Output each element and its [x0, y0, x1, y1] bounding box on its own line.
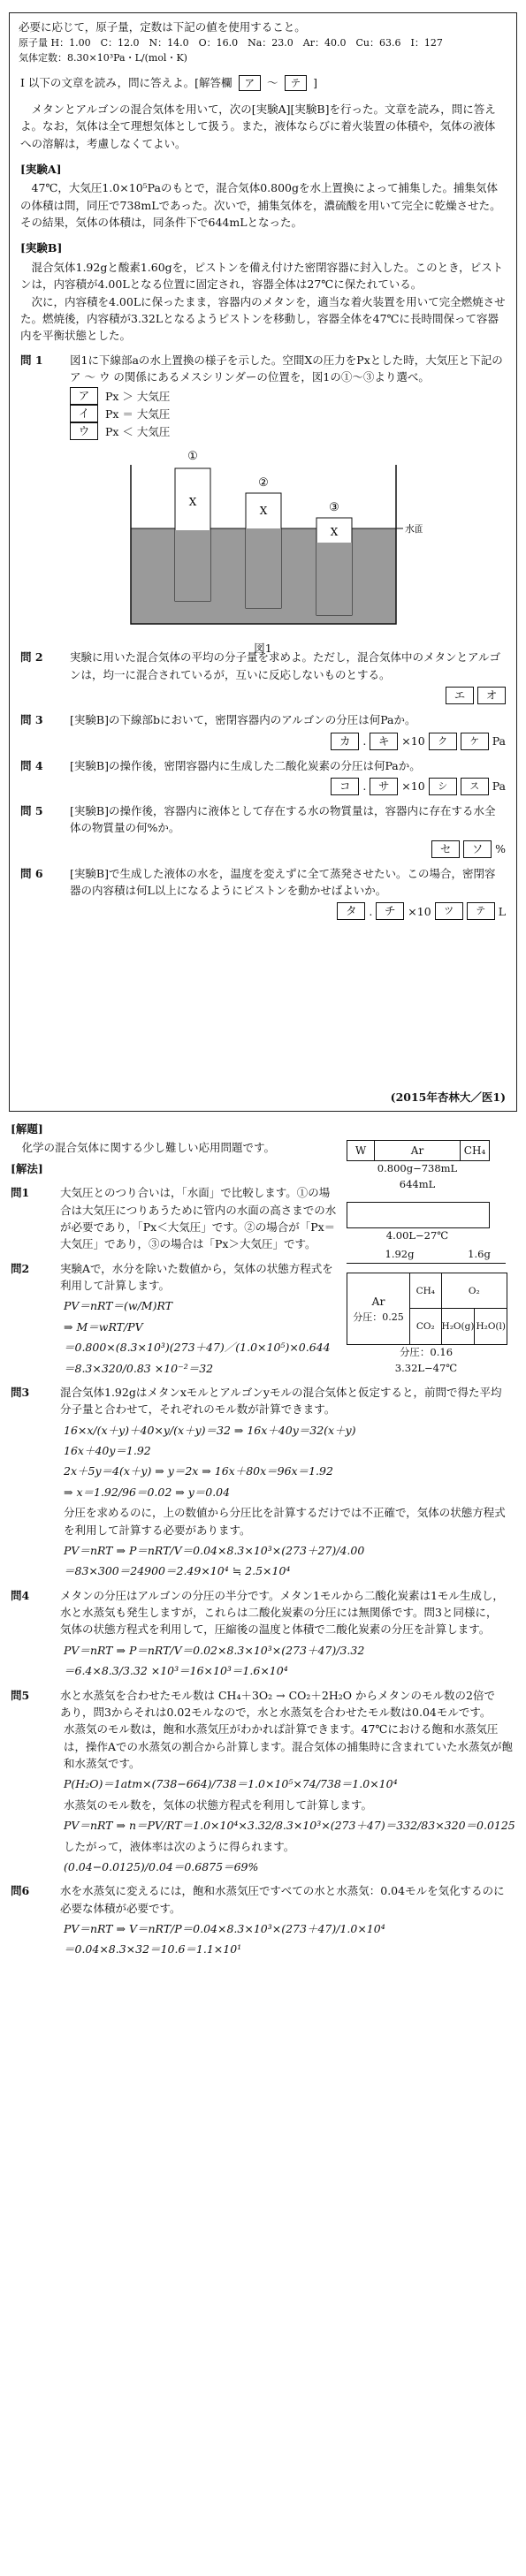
option-a-label: ア — [70, 387, 98, 405]
option-i-label: イ — [70, 405, 98, 422]
cell-empty — [347, 1203, 489, 1227]
option-i-rel: Px ＝ 大気圧 — [105, 407, 171, 421]
problem-intro: Ⅰ 以下の文章を読み，問に答えよ。[解答欄 — [20, 76, 233, 90]
solution-3-eq-4: ⇒ x＝1.92/96＝0.02 ⇒ y＝0.04 — [64, 1485, 231, 1499]
answer-box-ka: カ — [331, 733, 359, 750]
solution-5-text-4: したがって，液体率は次のように得られます。 — [64, 1839, 295, 1853]
gas-composition-diagrams — [347, 1140, 515, 1377]
answer-box-ki: キ — [370, 733, 398, 750]
question-3-answer — [70, 733, 506, 750]
answer-box-shi: シ — [429, 778, 457, 795]
option-i — [70, 405, 516, 422]
tilde: 〜 — [267, 76, 278, 90]
solution-5-number: 問5 — [11, 1688, 30, 1702]
unit-pa: Pa — [492, 733, 506, 748]
figure-caption: 図1 — [254, 641, 272, 655]
solution-title: [解題] — [11, 1122, 43, 1136]
solution-3 — [11, 1384, 506, 1418]
experiment-a-text: 47℃，大気圧1.0×10⁵Paのもとで，混合気体0.800gを水上置換によって捕集した。捕集気体の体積は問，同圧で738mLであった。次いで，捕集気体を，濃硫酸を用いて完全に乾燥させた。その結果，気体の体積は，同条件下で644mLとなった。 — [20, 181, 501, 230]
mass-oxygen: 1.6g — [453, 1247, 506, 1264]
diagram-row-1 — [347, 1140, 490, 1161]
question-6-answer — [70, 902, 506, 920]
solution-4-text: メタンの分圧はアルゴンの分圧の半分です。メタン1モルから二酸化炭素は1モル生成し，水と水蒸気も発生しますが，これらは二酸化炭素の分圧には無関係です。問3と同様に，気体の状態方程式を利用して，圧縮後の温度と体積で二酸化炭素の分圧を計算します。 — [60, 1588, 504, 1637]
solution-1-number: 問1 — [11, 1186, 30, 1200]
space-x-2: X — [259, 505, 267, 518]
space-x-3: X — [330, 526, 338, 539]
cylinder-2-water — [246, 528, 281, 608]
solution-5-eq-3: (0.04−0.0125)/0.04＝0.6875＝69% — [64, 1859, 259, 1873]
experiment-b-tag: [実験B] — [20, 241, 63, 255]
question-6-unit: L — [498, 904, 506, 918]
answer-box-ko: コ — [331, 778, 359, 795]
solution-3-number: 問3 — [11, 1385, 30, 1399]
option-a-rel: Px ＞ 大気圧 — [105, 389, 171, 403]
solution-4-number: 問4 — [11, 1588, 30, 1602]
question-1-number: 問 1 — [20, 353, 43, 367]
problem-frame — [9, 12, 517, 1112]
figure-label-3: ③ — [328, 501, 339, 515]
cell-ch4: CH₄ — [410, 1273, 442, 1309]
header-line-2: 原子量 H：1.00 C：12.0 N：14.0 O：16.0 Na：23.0 Ar：40.0 Cu：63.6 I：127 — [19, 37, 443, 49]
solution-5-eq-2: PV＝nRT ⇒ n＝PV/RT＝1.0×10⁴×3.32/8.3×10³×(273＋47)＝332/83×320＝0.0125 — [64, 1819, 515, 1833]
diagram-row-2-label: 4.00L−27℃ — [385, 1228, 449, 1242]
solution-2-eq-2: ⇒ M＝wRT/PV — [64, 1319, 143, 1334]
cell-co2: CO₂ — [410, 1309, 442, 1344]
cell-argon-partial: 分圧：0.25 — [353, 1311, 404, 1324]
option-u-rel: Px ＜ 大気圧 — [105, 424, 171, 438]
solution-2 — [11, 1260, 339, 1295]
option-u-label: ウ — [70, 422, 98, 440]
figure-label-2: ② — [257, 476, 269, 490]
solution-2-number: 問2 — [11, 1261, 30, 1275]
answer-box-ku: ク — [429, 733, 457, 750]
times-ten: ×10 — [408, 904, 431, 918]
solution-6-text: 水を水蒸気に変えるには，飽和水蒸気圧ですべての水と水蒸気：0.04モルを気化するのに必要な体積が必要です。 — [60, 1884, 505, 1915]
question-1-options — [70, 387, 516, 440]
question-3 — [20, 711, 506, 749]
solution-4-eq-2: ＝6.4×8.3/3.32 ×10³＝16×10³＝1.6×10⁴ — [64, 1664, 288, 1678]
question-4-answer — [70, 778, 506, 795]
question-4-number: 問 4 — [20, 758, 43, 772]
decimal-point: . — [362, 733, 367, 748]
question-1-text: 図1に下線部aの水上置換の様子を示した。空間Xの圧力をPxとした時，大気圧と下記の ア ～ ウ の関係にあるメスシリンダーの位置を，図1の①～③より選べ。 — [70, 353, 503, 384]
cell-argon-label: Ar — [371, 1295, 385, 1309]
solution-4 — [11, 1587, 506, 1638]
cell-ch4: CH₄ — [463, 1144, 486, 1157]
experiment-b-text-1: 混合気体1.92gと酸素1.60gを，ピストンを備え付けた密閉容器に封入した。このとき，ピストンは，内容積が4.00Lとなる位置に固定され，容器全体は27℃に保たれている。 — [20, 260, 504, 292]
diagram-row-3 — [347, 1273, 507, 1345]
solution-5-text-2: 水蒸気のモル数は，飽和水蒸気圧がわかれば計算できます。47℃における飽和水蒸気圧は，操作Aでの水蒸気の割合から計算します。混合気体の捕集時に含まれていた水蒸気が飽和水蒸気です。 — [64, 1722, 514, 1770]
answer-label-tail: ] — [313, 76, 317, 90]
figure-label-1: ① — [187, 450, 198, 464]
times-ten: ×10 — [401, 733, 425, 748]
answer-label-te: テ — [285, 75, 308, 91]
source-credit: (2015年杏林大／医1) — [390, 1090, 506, 1104]
question-1 — [20, 352, 506, 386]
diagram-row-1-label-1: 0.800g−738mL — [377, 1162, 458, 1174]
figure-1 — [104, 447, 423, 655]
question-5-unit: % — [495, 842, 506, 856]
solution-2-eq-4: ＝8.3×320/0.83 ×10⁻²＝32 — [64, 1361, 214, 1375]
solution-6-eq-1: PV＝nRT ⇒ V＝nRT/P＝0.04×8.3×10³×(273＋47)/1.0×10⁴ — [64, 1922, 385, 1935]
question-6-body — [70, 865, 506, 921]
constants-block — [10, 13, 516, 65]
question-5-text: [実験B]の操作後，容器内に液体として存在する水の物質量は，容器内に存在する水全体の物質量の何%か。 — [70, 803, 496, 835]
solution-3-text-2: 分圧を求めるのに，上の数値から分圧比を計算するだけでは不正確で，気体の状態方程式を利用して計算する必要があります。 — [64, 1506, 506, 1537]
solution-2-eq-3: ＝0.800×(8.3×10³)(273＋47)／(1.0×10⁵)×0.644 — [64, 1341, 331, 1355]
solution-1-text: 大気圧とのつり合いは，「水面」で比較します。①の場合は大気圧につりあうために管内の水面の高さまでの水が必要であり，「Px＜大気圧」です。②の場合が「Px＝大気圧」であり，③の場合は「Px＞大気圧」です。 — [60, 1186, 337, 1251]
solution-2-eq-1: PV＝nRT＝(w/M)RT — [64, 1299, 173, 1313]
diagram-row-3-label: 3.32L−47℃ — [394, 1362, 458, 1375]
cell-products — [410, 1273, 507, 1344]
question-4-text: [実験B]の操作後，密閉容器内に生成した二酸化炭素の分圧は何Paか。 — [70, 758, 421, 772]
answer-box-o: オ — [477, 687, 506, 704]
solution-2-text: 実験Aで，水分を除いた数値から，気体の状態方程式を利用して計算します。 — [60, 1261, 333, 1292]
cell-o2: O₂ — [442, 1273, 507, 1309]
question-2-number: 問 2 — [20, 650, 43, 665]
decimal-point: . — [369, 904, 373, 918]
problem-heading — [20, 74, 506, 91]
answer-box-tsu: ツ — [435, 902, 463, 920]
solution-5-text: 水と水蒸気を合わせたモル数は CH₄＋3O₂ → CO₂＋2H₂O からメタンのモル数の2倍であり，問3からそれは0.02モルなので，水と水蒸気を合わせたモル数は0.04モルです。 — [60, 1688, 495, 1719]
question-4-body — [70, 757, 506, 795]
answer-box-ta: タ — [337, 902, 365, 920]
cell-argon — [347, 1273, 410, 1344]
question-5 — [20, 802, 506, 858]
experiment-b — [20, 239, 506, 344]
body-paragraph: メタンとアルゴンの混合気体を用いて，次の[実験A][実験B]を行った。文章を読み，問に答えよ。なお，気体は全て理想気体として扱う。また，液体ならびに着火装置の体積や，気体の液体への溶解は，考慮しなくてよい。 — [20, 102, 496, 150]
solution-5 — [11, 1687, 506, 1721]
answer-box-ke: ケ — [461, 733, 489, 750]
question-4 — [20, 757, 506, 795]
times-ten: ×10 — [401, 779, 425, 794]
solution-5-text-3: 水蒸気のモル数を，気体の状態方程式を利用して計算します。 — [64, 1797, 373, 1812]
experiment-b-text-2: 次に，内容積を4.00Lに保ったまま，容器内のメタンを，適当な着火装置を用いて完全燃焼させた。燃焼後，内容積が3.32Lとなるようピストンを移動し，容器全体を47℃に長時間保って容器内を平衡状態とした。 — [20, 294, 506, 343]
solution-5-eq-1: P(H₂O)＝1atm×(738−664)/738＝1.0×10⁵×74/738＝1.0×10⁴ — [64, 1777, 398, 1791]
unit-pa: Pa — [492, 779, 506, 794]
cell-h2o-gas: H₂O(g) — [442, 1309, 476, 1344]
question-3-text: [実験B]の下線部bにおいて，密閉容器内のアルゴンの分圧は何Paか。 — [70, 713, 416, 727]
solution-intro: 化学の混合気体に関する少し難しい応用問題です。 — [21, 1141, 276, 1155]
solution-method: [解法] — [11, 1161, 43, 1175]
question-2 — [20, 649, 506, 704]
question-2-answer — [70, 687, 506, 704]
figure-1-svg — [104, 447, 423, 633]
diagram-row-1-label-2: 644mL — [399, 1177, 436, 1190]
option-u — [70, 422, 516, 440]
option-a — [70, 387, 516, 405]
solution-6-eq-2: ＝0.04×8.3×32＝10.6＝1.1×10¹ — [64, 1942, 242, 1957]
header-line-1: 必要に応じて，原子量，定数は下記の値を使用すること。 — [19, 20, 306, 34]
question-2-text: 実験に用いた混合気体の平均の分子量を求めよ。ただし，混合気体中のメタンとアルゴンは，均一に混合されているが，互いに反応しないものとする。 — [70, 650, 501, 681]
question-5-body — [70, 802, 506, 858]
experiment-a — [20, 161, 506, 232]
question-3-body — [70, 711, 506, 749]
header-line-3: 気体定数：8.30×10³Pa・L/(mol・K) — [19, 52, 187, 65]
experiment-a-tag: [実験A] — [20, 162, 62, 176]
decimal-point: . — [362, 779, 367, 794]
solution-3-eq-3: 2x＋5y＝4(x＋y) ⇒ y＝2x ⇒ 16x＋80x＝96x＝1.92 — [64, 1464, 333, 1478]
cell-ar: Ar — [375, 1141, 461, 1160]
answer-label-a: ア — [239, 75, 262, 91]
water-level-label: 水面 — [404, 523, 423, 536]
solution-3-eq-6: ＝83×300＝24900＝2.49×10⁴ ≒ 2.5×10⁴ — [64, 1564, 291, 1578]
solution-6 — [11, 1882, 506, 1917]
solution-3-eq-1: 16×x/(x＋y)＋40×y/(x＋y)＝32 ⇒ 16x＋40y＝32(x＋y) — [64, 1423, 356, 1437]
solution-6-number: 問6 — [11, 1884, 30, 1898]
solution-3-eq-2: 16x＋40y＝1.92 — [64, 1444, 151, 1457]
solution-4-eq-1: PV＝nRT ⇒ P＝nRT/V＝0.02×8.3×10³×(273＋47)/3.32 — [64, 1643, 365, 1657]
answer-box-so: ソ — [463, 840, 492, 858]
answer-box-su: ス — [461, 778, 489, 795]
diagram-row-2-mass — [347, 1247, 506, 1264]
space-x-1: X — [188, 496, 196, 509]
question-6 — [20, 865, 506, 921]
mass-mixture: 1.92g — [347, 1247, 453, 1264]
cell-w: W — [347, 1141, 375, 1160]
question-6-text: [実験B]で生成した液体の水を，温度を変えずに全て蒸発させたい。この場合，密閉容器の内容積は何L以上になるようにピストンを動かせばよいか。 — [70, 866, 496, 898]
answer-box-sa: サ — [370, 778, 398, 795]
solution-3-eq-5: PV＝nRT ⇒ P＝nRT/V＝0.04×8.3×10³×(273＋27)/4.00 — [64, 1543, 365, 1557]
solution-3-text: 混合気体1.92gはメタンxモルとアルゴンyモルの混合気体と仮定すると，前問で得た平均分子量と合わせて，それぞれのモル数が計算できます。 — [60, 1385, 502, 1417]
question-2-body — [70, 649, 506, 704]
cylinder-1-water — [175, 530, 210, 601]
question-5-number: 問 5 — [20, 803, 43, 817]
answer-box-te: テ — [467, 902, 495, 920]
question-5-answer — [70, 840, 506, 858]
diagram-row-2 — [347, 1202, 490, 1228]
answer-box-e: エ — [446, 687, 474, 704]
answer-box-se: セ — [431, 840, 460, 858]
cell-h2o-liquid: H₂O(l) — [476, 1321, 506, 1333]
question-6-number: 問 6 — [20, 866, 43, 880]
diagram-row-3-partial: 分圧：0.16 — [399, 1346, 454, 1359]
solution-1 — [11, 1184, 339, 1253]
cylinder-3-water — [316, 543, 352, 615]
question-3-number: 問 3 — [20, 713, 43, 727]
answer-box-chi: チ — [376, 902, 404, 920]
